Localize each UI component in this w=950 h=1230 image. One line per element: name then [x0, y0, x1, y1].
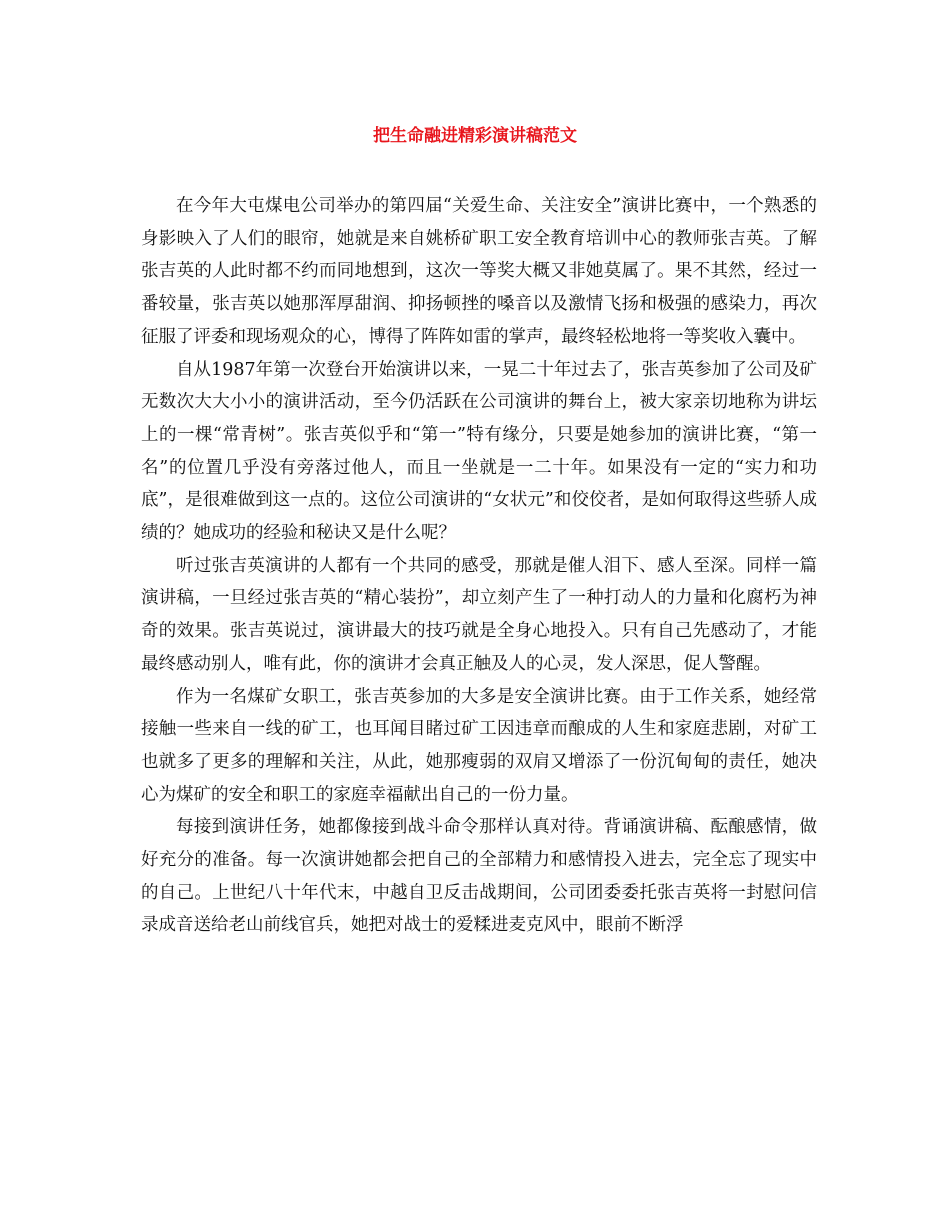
- paragraph: 在今年大屯煤电公司举办的第四届“关爱生命、关注安全”演讲比赛中，一个熟悉的身影映入了人们的眼帘，她就是来自姚桥矿职工安全教育培训中心的教师张吉英。了解张吉英的人此时都不约而同地想到，这次一等奖大概又非她莫属了。果不其然，经过一番较量，张吉英以她那浑厚甜润、抑扬顿挫的嗓音以及激情飞扬和极强的感染力，再次征服了评委和现场观众的心，博得了阵阵如雷的掌声，最终轻松地将一等奖收入囊中。: [141, 196, 817, 347]
- paragraph: 听过张吉英演讲的人都有一个共同的感受，那就是催人泪下、感人至深。同样一篇演讲稿，一旦经过张吉英的“精心装扮”，却立刻产生了一种打动人的力量和化腐朽为神奇的效果。张吉英说过，演讲最大的技巧就是全身心地投入。只有自己先感动了，才能最终感动别人，唯有此，你的演讲才会真正触及人的心灵，发人深思，促人警醒。: [141, 555, 817, 674]
- paragraph: 作为一名煤矿女职工，张吉英参加的大多是安全演讲比赛。由于工作关系，她经常接触一些来自一线的矿工，也耳闻目睹过矿工因违章而酿成的人生和家庭悲剧，对矿工也就多了更多的理解和关注，从此，她那瘦弱的双肩又增添了一份沉甸甸的责任，她决心为煤矿的安全和职工的家庭幸福献出自己的一份力量。: [141, 686, 817, 805]
- document-body: [141, 190, 817, 942]
- document-title: 把生命融进精彩演讲稿范文: [373, 126, 577, 146]
- paragraph: 自从1987年第一次登台开始演讲以来，一晃二十年过去了，张吉英参加了公司及矿无数次大大小小的演讲活动，至今仍活跃在公司演讲的舞台上，被大家亲切地称为讲坛上的一棵“常青树”。张吉英似乎和“第一”特有缘分，只要是她参加的演讲比赛，“第一名”的位置几乎没有旁落过他人，而且一坐就是一二十年。如果没有一定的“实力和功底”，是很难做到这一点的。这位公司演讲的“女状元”和佼佼者，是如何取得这些骄人成绩的？她成功的经验和秘诀又是什么呢？: [141, 359, 817, 544]
- paragraph: 每接到演讲任务，她都像接到战斗命令那样认真对待。背诵演讲稿、酝酿感情，做好充分的准备。每一次演讲她都会把自己的全部精力和感情投入进去，完全忘了现实中的自己。上世纪八十年代末，中越自卫反击战期间，公司团委委托张吉英将一封慰问信录成音送给老山前线官兵，她把对战士的爱糅进麦克风中，眼前不断浮: [141, 817, 817, 936]
